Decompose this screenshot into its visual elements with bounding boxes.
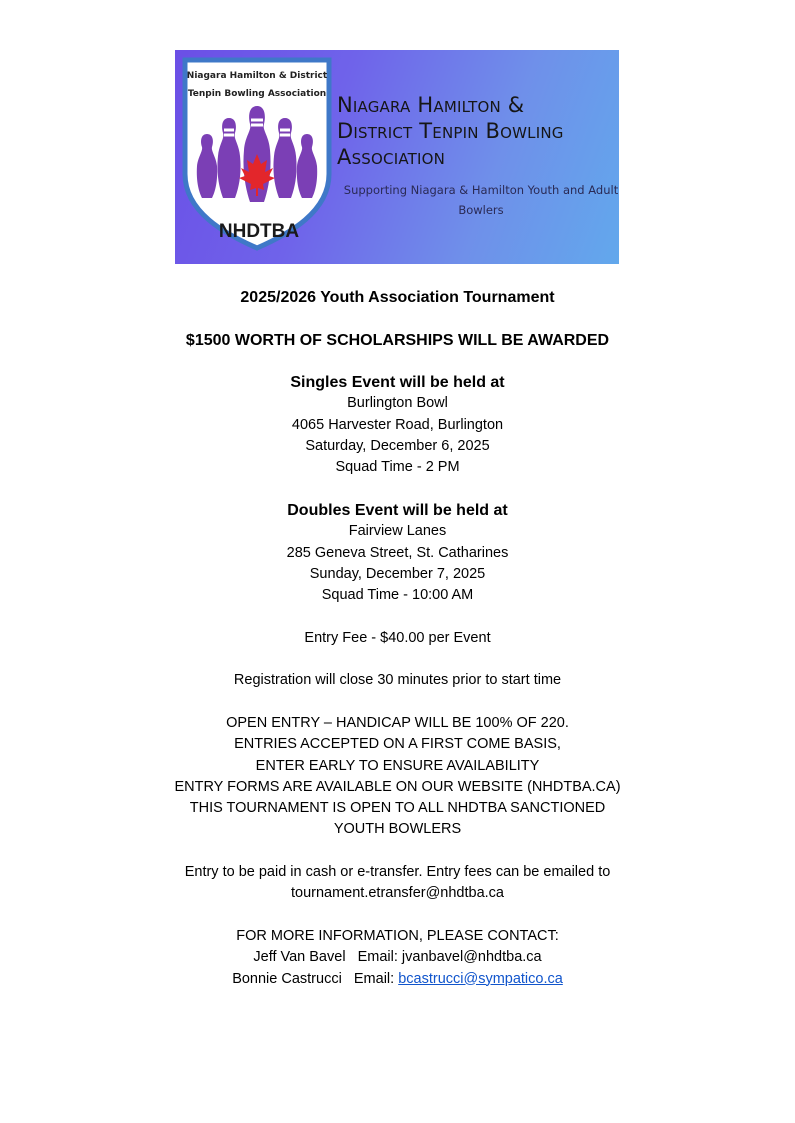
contact-heading: FOR MORE INFORMATION, PLEASE CONTACT: [236,927,559,944]
contact-bonnie [0,969,795,990]
rule-line: ENTRY FORMS ARE AVAILABLE ON OUR WEBSITE (NHDTBA.CA) [174,778,621,795]
banner-title-line2: District Tenpin Bowling [337,119,564,143]
flyer-body [0,287,795,990]
doubles-date: Sunday, December 7, 2025 [309,565,486,582]
tournament-title: 2025/2026 Youth Association Tournament [240,289,555,306]
singles-heading: Singles Event will be held at [290,374,505,392]
singles-squad-time: Squad Time - 2 PM [335,459,460,476]
contact-bonnie-name: Bonnie Castrucci Email: [232,970,399,987]
header-banner [175,50,619,264]
doubles-heading: Doubles Event will be held at [287,501,508,519]
rule-line: THIS TOURNAMENT IS OPEN TO ALL NHDTBA SANCTIONED [189,800,606,817]
shield-title-line2: Tenpin Bowling Association [187,89,327,99]
nhdtba-logo-shield [179,54,335,254]
singles-address: 4065 Harvester Road, Burlington [291,416,504,433]
rule-line: ENTRIES ACCEPTED ON A FIRST COME BASIS, [234,736,561,753]
singles-venue: Burlington Bowl [347,395,448,412]
bonnie-email-link[interactable]: bcastrucci@sympatico.ca [398,970,563,987]
banner-title-line3: Association [337,145,446,169]
scholarship-notice: $1500 WORTH OF SCHOLARSHIPS WILL BE AWARDED [185,331,610,349]
rule-line: OPEN ENTRY – HANDICAP WILL BE 100% OF 220. [226,714,569,731]
doubles-squad-time: Squad Time - 10:00 AM [321,587,474,604]
rule-line: YOUTH BOWLERS [333,821,462,838]
payment-email: tournament.etransfer@nhdtba.ca [290,885,504,902]
banner-title [337,92,617,170]
rule-line: ENTER EARLY TO ENSURE AVAILABILITY [255,757,540,774]
banner-tagline: Supporting Niagara & Hamilton Youth and Adult Bowlers [343,183,619,217]
singles-date: Saturday, December 6, 2025 [305,438,490,455]
payment-line1: Entry to be paid in cash or e-transfer. Entry fees can be emailed to [184,864,611,881]
registration-note: Registration will close 30 minutes prior to start time [233,672,562,689]
shield-title-line1: Niagara Hamilton & District [186,71,328,81]
banner-title-line1: Niagara Hamilton & [337,93,525,117]
entry-fee: Entry Fee - $40.00 per Event [304,629,491,646]
doubles-address: 285 Geneva Street, St. Catharines [286,544,509,561]
contact-jeff: Jeff Van Bavel Email: jvanbavel@nhdtba.ca [253,949,542,966]
shield-acronym: NHDTBA [218,221,300,242]
doubles-venue: Fairview Lanes [348,523,447,540]
